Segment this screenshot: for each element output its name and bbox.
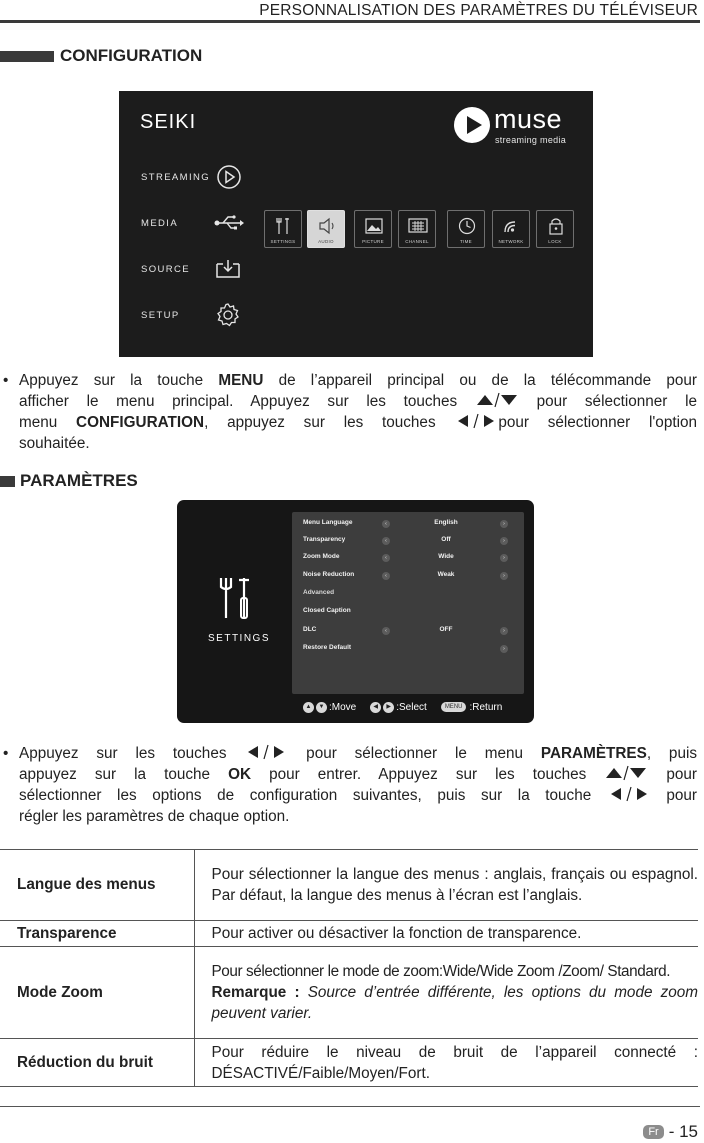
setting-row-menu-language[interactable]: [292, 519, 524, 531]
left-right-arrows-icon: [607, 786, 651, 802]
param-name: Langue des menus: [0, 850, 194, 921]
settings-tools-icon: [216, 574, 256, 622]
arrow-left-icon[interactable]: ‹: [382, 520, 390, 528]
setting-label: Advanced: [303, 589, 335, 596]
setting-value: OFF: [439, 626, 453, 633]
text-segment: appuyez sur la touche: [19, 766, 229, 783]
text-segment: Appuyez sur la touche: [19, 372, 219, 389]
tile-picture[interactable]: [354, 210, 392, 248]
text-segment: sélectionner les options de configuration suivantes, puis sur la touche: [19, 787, 607, 804]
gear-icon[interactable]: [214, 301, 242, 329]
menu-key-icon: MENU: [441, 702, 467, 712]
page-number: [643, 1122, 698, 1142]
up-down-arrows-icon: [475, 392, 519, 408]
setting-value: Weak: [437, 571, 455, 578]
muse-logo-text: muse: [494, 104, 563, 134]
param-description: Pour réduire le niveau de bruit de l’appareil connecté : DÉSACTIVÉ/Faible/Moyen/Fort.: [194, 1039, 698, 1087]
setting-value: Off: [441, 536, 451, 543]
arrow-right-icon[interactable]: ›: [500, 554, 508, 562]
tile-settings[interactable]: [264, 210, 302, 248]
parameters-table: [0, 849, 698, 1087]
text-segment: pour entrer. Appuyez sur les touches: [251, 766, 605, 783]
text-segment: , puis: [646, 745, 697, 762]
left-right-arrows-icon: [454, 413, 498, 429]
param-description-cell: [194, 947, 698, 1039]
page-header: [0, 0, 704, 24]
table-row: [0, 850, 698, 921]
setting-row-closed-caption[interactable]: [292, 607, 524, 619]
hint-move: :Move: [329, 701, 357, 713]
text-line: [19, 743, 697, 764]
menu-source[interactable]: SOURCE: [141, 264, 191, 275]
text-segment: pour: [648, 766, 697, 783]
paragraph-text: [19, 743, 697, 827]
param-name: Réduction du bruit: [0, 1039, 194, 1087]
text-line: souhaitée.: [19, 435, 90, 452]
setting-row-transparency[interactable]: [292, 536, 524, 548]
section-heading-parametres: [0, 471, 138, 491]
setting-label: Zoom Mode: [303, 553, 340, 560]
menu-media[interactable]: MEDIA: [141, 218, 179, 229]
key-menu: MENU: [218, 372, 264, 389]
key-configuration: CONFIGURATION: [76, 414, 205, 431]
setting-label: DLC: [303, 626, 317, 633]
key-ok: OK: [228, 766, 252, 783]
table-row: [0, 947, 698, 1039]
hint-select: :Select: [396, 701, 427, 713]
setting-value: Wide: [438, 553, 454, 560]
heading-bar: [0, 476, 15, 487]
tile-label: NETWORK: [498, 239, 524, 244]
text-segment: Appuyez sur les touches: [19, 745, 245, 762]
arrow-left-icon[interactable]: ‹: [382, 554, 390, 562]
arrow-right-icon[interactable]: ›: [500, 645, 508, 653]
tile-time[interactable]: [447, 210, 485, 248]
clock-icon: [456, 216, 478, 236]
param-description: Pour sélectionner la langue des menus : anglais, français ou espagnol. Par défaut, la langue des menus à l’écran est l’anglais.: [194, 850, 698, 921]
picture-icon: [363, 216, 385, 236]
arrow-right-icon[interactable]: ›: [500, 537, 508, 545]
setting-label: Closed Caption: [303, 607, 351, 614]
text-line: [19, 370, 697, 391]
table-row: [0, 1039, 698, 1087]
section-title: PARAMÈTRES: [20, 471, 138, 490]
section-title: CONFIGURATION: [60, 46, 203, 65]
right-button-icon: ▶: [383, 702, 394, 713]
text-line: [19, 764, 697, 785]
text-segment: pour sélectionner l'option: [498, 414, 697, 431]
tile-label: LOCK: [548, 239, 562, 244]
tile-label: TIME: [460, 239, 472, 244]
settings-label: SETTINGS: [208, 633, 271, 644]
page-number-text: - 15: [668, 1122, 698, 1141]
speaker-icon: [316, 216, 338, 236]
setting-label: Restore Default: [303, 644, 352, 651]
menu-setup[interactable]: SETUP: [141, 310, 180, 321]
text-line: régler les paramètres de chaque option.: [19, 808, 290, 825]
tile-label: PICTURE: [362, 239, 384, 244]
text-segment: menu: [19, 414, 77, 431]
setting-label: Menu Language: [303, 519, 353, 526]
play-circle-icon[interactable]: [215, 163, 243, 191]
channel-grid-icon: [407, 216, 429, 236]
page-title: PERSONNALISATION DES PARAMÈTRES DU TÉLÉVISEUR: [259, 2, 698, 19]
tile-lock[interactable]: [536, 210, 574, 248]
muse-logo-subtitle: streaming media: [495, 135, 567, 145]
param-description: Pour activer ou désactiver la fonction de transparence.: [194, 921, 698, 947]
paragraph-text: [19, 370, 697, 454]
setting-row-restore-default[interactable]: [292, 644, 524, 656]
section-heading-configuration: [0, 46, 202, 66]
tv-settings-screen: [177, 500, 534, 723]
setting-row-dlc[interactable]: [292, 626, 524, 638]
setting-row-advanced: [292, 589, 524, 601]
muse-play-icon: [452, 105, 492, 145]
left-button-icon: ◀: [370, 702, 381, 713]
arrow-left-icon[interactable]: ‹: [382, 537, 390, 545]
key-parametres: PARAMÈTRES: [540, 745, 647, 762]
source-input-icon[interactable]: [214, 255, 242, 283]
setting-row-zoom-mode[interactable]: [292, 553, 524, 565]
tile-label: AUDIO: [318, 239, 334, 244]
left-right-arrows-icon: [244, 744, 288, 760]
setting-label: Noise Reduction: [303, 571, 355, 578]
tile-label: CHANNEL: [405, 239, 429, 244]
text-line: [19, 391, 697, 412]
up-button-icon: ▲: [303, 702, 314, 713]
menu-streaming[interactable]: STREAMING: [141, 172, 211, 183]
param-name: Transparence: [0, 921, 194, 947]
heading-bar: [0, 51, 54, 62]
text-line: [19, 785, 697, 806]
wifi-icon: [501, 216, 523, 236]
remote-hints-bar: [303, 700, 502, 714]
tile-audio[interactable]: [307, 210, 345, 248]
arrow-left-icon[interactable]: ‹: [382, 572, 390, 580]
language-badge: Fr: [643, 1125, 663, 1139]
setting-label: Transparency: [303, 536, 346, 543]
setting-value: English: [434, 519, 458, 526]
note-text: Source d’entrée différente, les options du mode zoom peuvent varier.: [211, 984, 699, 1022]
tile-label: SETTINGS: [270, 239, 296, 244]
arrow-right-icon[interactable]: ›: [500, 520, 508, 528]
usb-icon[interactable]: [213, 209, 245, 237]
tile-network[interactable]: [492, 210, 530, 248]
setting-row-noise-reduction[interactable]: [292, 571, 524, 583]
hint-return: :Return: [469, 701, 503, 713]
tile-channel[interactable]: [398, 210, 436, 248]
bullet-dot: •: [3, 372, 9, 389]
text-segment: afficher le menu principal. Appuyez sur les touches: [19, 393, 475, 410]
text-line: [19, 412, 697, 433]
footer-rule: [0, 1106, 700, 1107]
text-segment: de l’appareil principal ou de la télécommande pour: [263, 372, 697, 389]
settings-tools-icon: [273, 216, 295, 236]
param-name: Mode Zoom: [0, 947, 194, 1039]
param-note: [212, 982, 699, 1024]
up-down-arrows-icon: [604, 765, 648, 781]
down-button-icon: ▼: [316, 702, 327, 713]
text-segment: pour sélectionner le: [518, 393, 697, 410]
settings-panel: [292, 512, 524, 694]
arrow-right-icon[interactable]: ›: [500, 627, 508, 635]
bullet-dot: •: [3, 745, 9, 762]
header-rule: [0, 20, 700, 23]
arrow-right-icon[interactable]: ›: [500, 572, 508, 580]
param-description: Pour sélectionner le mode de zoom:Wide/Wide Zoom /Zoom/ Standard.: [211, 963, 671, 980]
tv-home-screen: [119, 91, 593, 357]
text-segment: pour sélectionner le menu: [288, 745, 541, 762]
table-row: [0, 921, 698, 947]
arrow-left-icon[interactable]: ‹: [382, 627, 390, 635]
note-label: Remarque :: [211, 984, 308, 1001]
lock-icon: [545, 216, 567, 236]
seiki-logo: SEIKI: [140, 111, 197, 133]
text-segment: , appuyez sur les touches: [204, 414, 455, 431]
text-segment: pour: [650, 787, 697, 804]
